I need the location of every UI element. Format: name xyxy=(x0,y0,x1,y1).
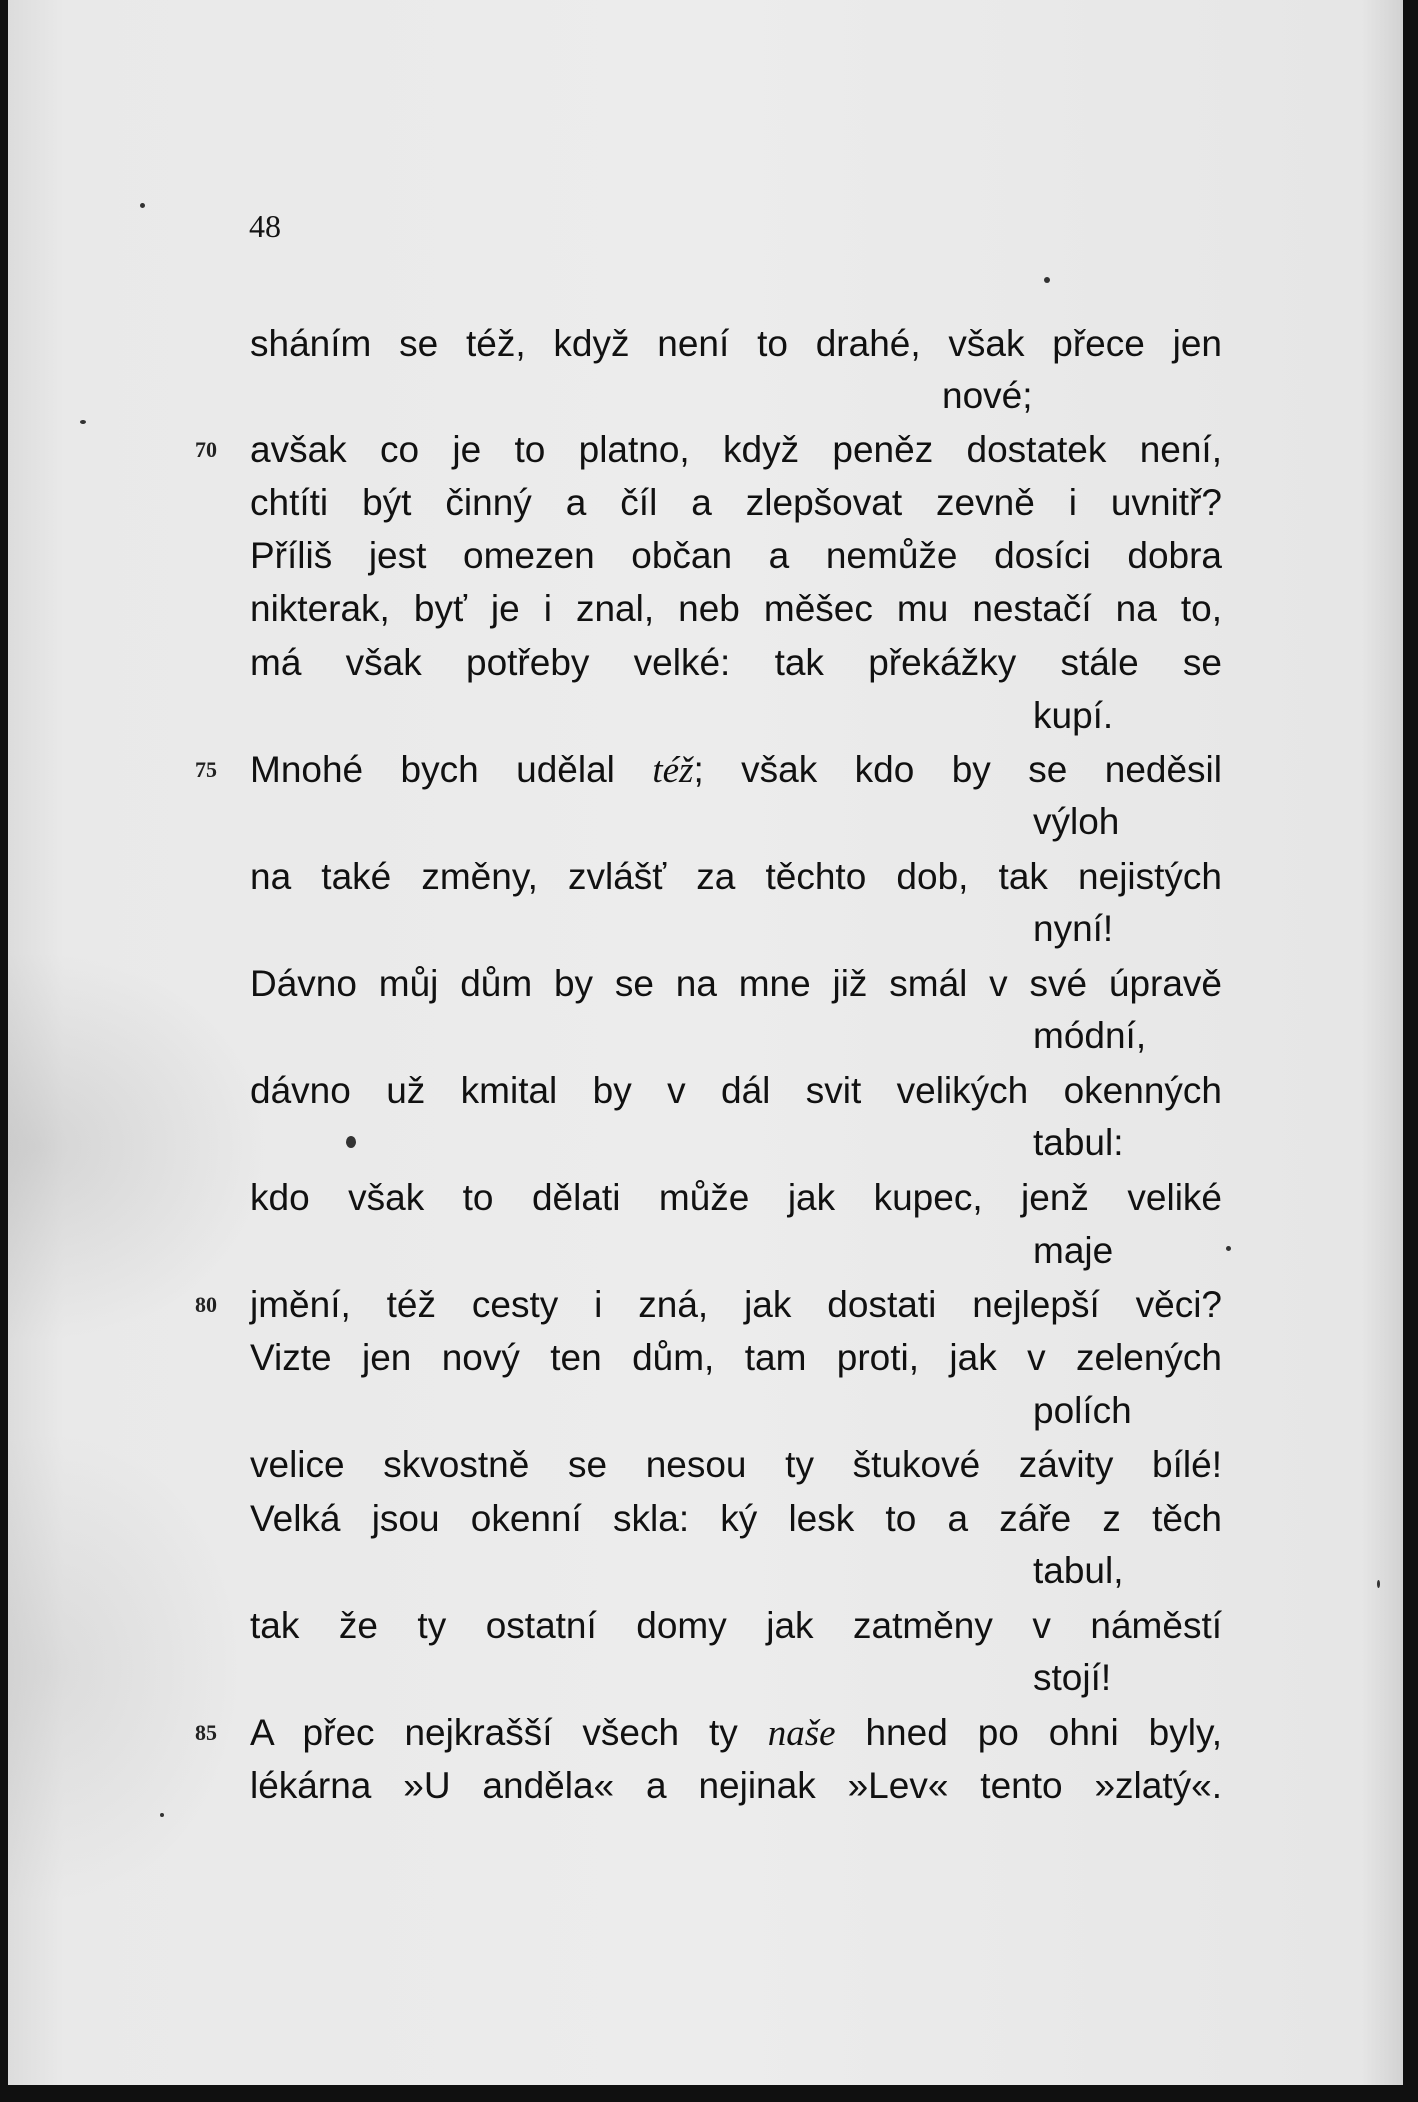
scan-speck xyxy=(1226,1246,1231,1251)
verse-line: Velká jsou okenní skla: ký lesk to a záře z těch xyxy=(250,1498,1222,1539)
verse-line: chtíti být činný a číl a zlepšovat zevně i uvnitř? xyxy=(250,482,1222,523)
line-number: 85 xyxy=(195,1720,217,1745)
verse-continuation: módní, xyxy=(1033,1015,1147,1056)
verse-line xyxy=(250,744,1222,796)
verse-continuation: tabul, xyxy=(1033,1550,1124,1591)
verse-continuation: tabul: xyxy=(1033,1122,1124,1163)
verse-line xyxy=(250,1707,1222,1759)
verse-line: nikterak, byť je i znal, neb měšec mu nestačí na to, xyxy=(250,588,1222,629)
verse-line: kdo však to dělati může jak kupec, jenž veliké xyxy=(250,1177,1222,1218)
line-number: 75 xyxy=(195,757,217,782)
verse-continuation: kupí. xyxy=(1033,695,1114,736)
verse-line: Dávno můj dům by se na mne již smál v své úpravě xyxy=(250,963,1222,1004)
scan-speck xyxy=(160,1813,164,1817)
verse-emphasis: též xyxy=(652,750,694,791)
verse-text: hned po ohni byly, xyxy=(835,1712,1222,1753)
verse-line: jmění, též cesty i zná, jak dostati nejlepší věci? xyxy=(250,1284,1222,1325)
verse-continuation: stojí! xyxy=(1033,1657,1112,1698)
verse-line: sháním se též, když není to drahé, však přece jen xyxy=(250,323,1222,364)
verse-line: na také změny, zvlášť za těchto dob, tak nejistých xyxy=(250,856,1222,897)
line-number: 80 xyxy=(195,1292,217,1317)
scan-speck xyxy=(346,1136,356,1148)
verse-text: A přec nejkrašší všech ty xyxy=(250,1712,768,1753)
verse-continuation: nyní! xyxy=(1033,908,1114,949)
verse-continuation: nové; xyxy=(942,375,1033,416)
scan-speck xyxy=(1377,1580,1380,1588)
scan-speck xyxy=(1044,277,1050,283)
verse-line: Příliš jest omezen občan a nemůže dosíci dobra xyxy=(250,535,1222,576)
verse-line: Vizte jen nový ten dům, tam proti, jak v zelených xyxy=(250,1337,1222,1378)
verse-line: velice skvostně se nesou ty štukové závity bílé! xyxy=(250,1444,1222,1485)
verse-emphasis: naše xyxy=(767,1713,836,1754)
verse-line: dávno už kmital by v dál svit velikých okenných xyxy=(250,1070,1222,1111)
verse-continuation: výloh xyxy=(1033,801,1120,842)
scan-speck xyxy=(80,420,86,424)
verse-line: má však potřeby velké: tak překážky stále se xyxy=(250,642,1222,683)
verse-text: Mnohé bych udělal xyxy=(250,749,653,790)
verse-text: ; však kdo by se neděsil xyxy=(693,749,1222,790)
verse-line: tak že ty ostatní domy jak zatměny v náměstí xyxy=(250,1605,1222,1646)
line-number: 70 xyxy=(195,437,217,462)
verse-line: avšak co je to platno, když peněz dostatek není, xyxy=(250,429,1222,470)
verse-continuation: maje xyxy=(1033,1230,1114,1271)
verse-continuation: polích xyxy=(1033,1390,1132,1431)
verse-line: lékárna »U anděla« a nejinak »Lev« tento »zlatý«. xyxy=(250,1765,1222,1806)
page-number: 48 xyxy=(249,208,281,244)
scan-speck xyxy=(140,203,145,208)
